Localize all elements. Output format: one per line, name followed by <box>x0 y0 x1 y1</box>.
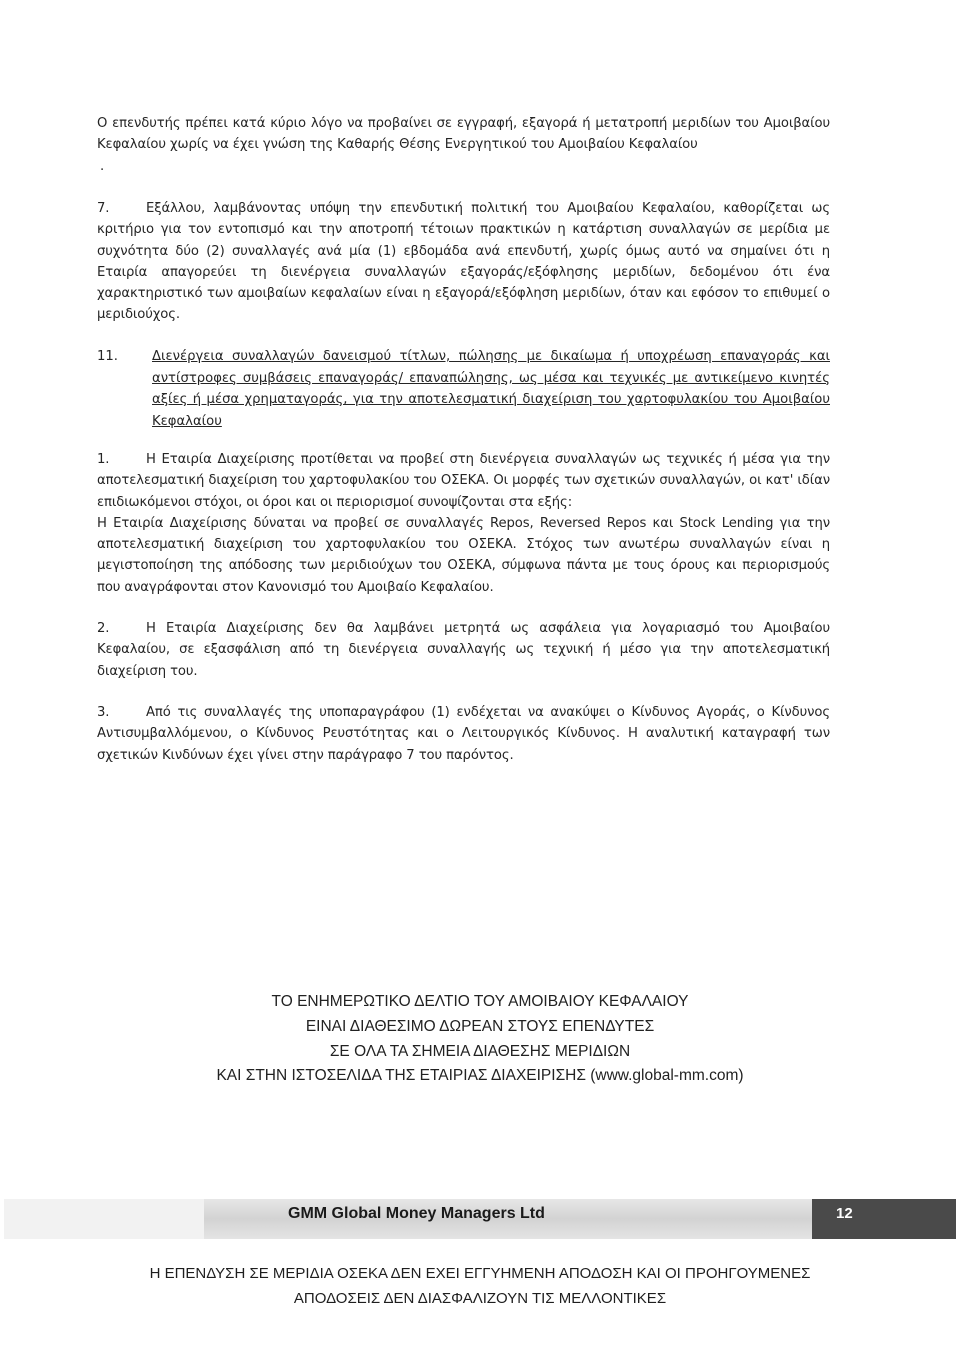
paragraph-1 <box>97 449 830 598</box>
notice-line: ΕΙΝΑΙ ΔΙΑΘΕΣΙΜΟ ΔΩΡΕΑΝ ΣΤΟΥΣ ΕΠΕΝΔΥΤΕΣ <box>305 1017 655 1035</box>
footer-brand: GMM Global Money Managers Ltd <box>288 1205 545 1222</box>
intro-paragraph <box>97 113 830 177</box>
disclaimer-line: Η ΕΠΕΝΔΥΣΗ ΣΕ ΜΕΡΙΔΙΑ ΟΣΕΚΑ ΔΕΝ ΕΧΕΙ ΕΓΓΥΗΜΕΝΗ ΑΠΟΔΟΣΗ ΚΑΙ ΟΙ ΠΡΟΗΓΟΥΜΕΝΕΣ <box>149 1265 811 1282</box>
intro-text: Ο επενδυτής πρέπει κατά κύριο λόγο να προβαίνει σε εγγραφή, εξαγορά ή μετατροπή μεριδίων του Αμοιβαίου Κεφαλαίου χωρίς να έχει γνώση της Καθαρής Θέσης Ενεργητικού του Αμοιβαίου Κεφαλαίου <box>97 116 830 153</box>
paragraph-3-number: 3. <box>97 705 110 720</box>
paragraph-3 <box>97 702 830 766</box>
paragraph-3-text: Από τις συναλλαγές της υποπαραγράφου (1) ενδέχεται να ανακύψει ο Κίνδυνος Αγοράς, ο Κίνδυνος Αντισυμβαλλόμενου, ο Κίνδυνος Ρευστότητας και ο Λειτουργικός Κίνδυνος. Η αναλυτική καταγραφή των σχετικών Κινδύνων έχει γίνει στην παράγραφο 7 του παρόντος. <box>97 705 830 763</box>
item-7-number: 7. <box>97 201 110 216</box>
page-number-box <box>812 1199 956 1239</box>
item-7-text: Εξάλλου, λαμβάνοντας υπόψη την επενδυτική πολιτική του Αμοιβαίου Κεφαλαίου, καθορίζεται ως κριτήριο για τον εντοπισμό και την αποτροπή τέτοιων πρακτικών η κατάρτιση συναλλαγών σε μερίδια με συχνότητα δύο (2) συναλλαγές ανά μία (1) εβδομάδα ανά επενδυτή, χωρίς όμως αυτό να σημαίνει ότι η Εταιρία απαγορεύει τη διενέργεια συναλλαγών εξαγοράς/εξόφλησης μεριδίων, δεδομένου ότι ένα χαρακτηριστικό των αμοιβαίων κεφαλαίων είναι η εξαγορά/εξόφληση μεριδίων, όταν και εφόσον το επιθυμεί ο μεριδιούχος. <box>97 201 830 323</box>
paragraph-2-text: Η Εταιρία Διαχείρισης δεν θα λαμβάνει μετρητά ως ασφάλεια για λογαριασμό του Αμοιβαίου Κεφαλαίου, σε εξασφάλιση από τη διενέργεια συναλλαγής ως τεχνική ή μέσο για την αποτελεσματική διαχείριση του. <box>97 621 830 679</box>
intro-dot: . <box>100 158 105 174</box>
notice-line: ΤΟ ΕΝΗΜΕΡΩΤΙΚΟ ΔΕΛΤΙΟ ΤΟΥ ΑΜΟΙΒΑΙΟΥ ΚΕΦΑΛΑΙΟΥ <box>271 993 689 1010</box>
availability-notice <box>140 990 820 1089</box>
section-11-number: 11. <box>97 349 118 364</box>
item-7-paragraph <box>97 198 830 326</box>
section-11-heading <box>97 346 830 432</box>
disclaimer-line: ΑΠΟΔΟΣΕΙΣ ΔΕΝ ΔΙΑΣΦΑΛΙΖΟΥΝ ΤΙΣ ΜΕΛΛΟΝΤΙΚΕΣ <box>293 1289 667 1307</box>
notice-line: ΚΑΙ ΣΤΗΝ ΙΣΤΟΣΕΛΙΔΑ ΤΗΣ ΕΤΑΙΡΙΑΣ ΔΙΑΧΕΙΡΙΣΗΣ (www.global-mm.com) <box>216 1067 744 1085</box>
page-number: 12 <box>836 1205 853 1222</box>
investment-disclaimer <box>60 1262 900 1311</box>
paragraph-2 <box>97 618 830 682</box>
footer-strip <box>4 1199 204 1239</box>
paragraph-1-number: 1. <box>97 452 110 467</box>
section-11-title: Διενέργεια συναλλαγών δανεισμού τίτλων, πώλησης με δικαίωμα ή υποχρέωση επαναγοράς και αντίστροφες συμβάσεις επαναγοράς/ επαναπώλησης, ως μέσα και τεχνικές με αντικείμενο κινητές αξίες ή μέσα χρηματαγοράς, για την αποτελεσματική διαχείριση του χαρτοφυλακίου του Αμοιβαίου Κεφαλαίου <box>152 349 830 429</box>
notice-line: ΣΕ ΟΛΑ ΤΑ ΣΗΜΕΙΑ ΔΙΑΘΕΣΗΣ ΜΕΡΙΔΙΩΝ <box>329 1042 631 1060</box>
paragraph-1-body: Η Εταιρία Διαχείρισης δύναται να προβεί σε συναλλαγές Repos, Reversed Repos και Stock Lending για την αποτελεσματική διαχείριση του χαρτοφυλακίου του ΟΣΕΚΑ. Στόχος των ανωτέρω συναλλαγών είναι η μεγιστοποίηση της απόδοσης των μεριδιούχων του ΟΣΕΚΑ, σύμφωνα πάντα με τους όρους και περιορισμούς που αναγράφονται στον Κανονισμό του Αμοιβαίο Κεφαλαίου. <box>97 515 830 595</box>
paragraph-1-lead: Η Εταιρία Διαχείρισης προτίθεται να προβεί στη διενέργεια συναλλαγών ως τεχνικές ή μέσα για την αποτελεσματική διαχείριση του χαρτοφυλακίου του ΟΣΕΚΑ. Οι μορφές των σχετικών συναλλαγών, οι κατ' ιδίαν επιδιωκόμενοι στόχοι, οι όροι και οι περιορισμοί συνοψίζονται στα εξής: <box>97 452 830 510</box>
paragraph-2-number: 2. <box>97 621 110 636</box>
